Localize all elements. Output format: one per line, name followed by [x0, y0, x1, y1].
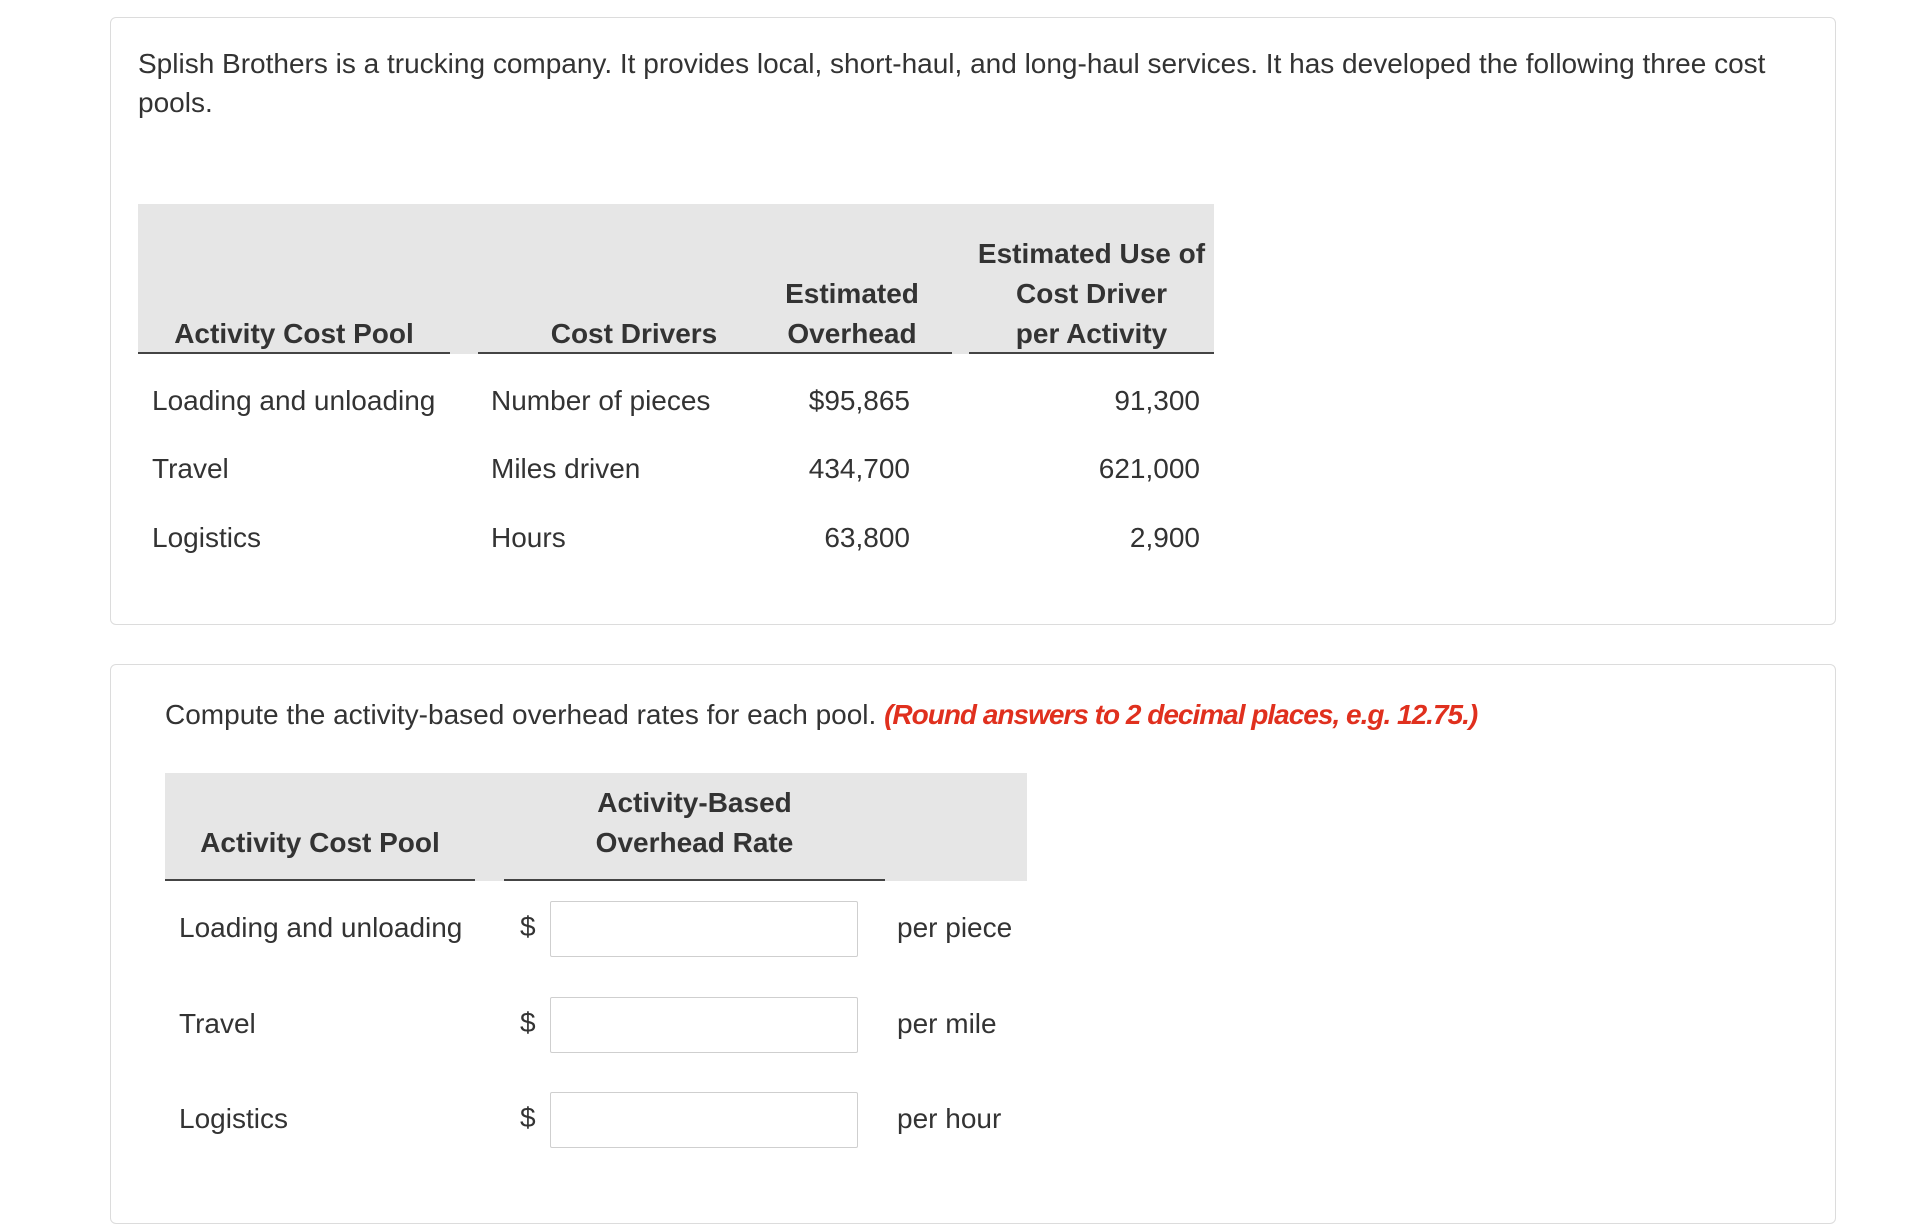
dollar-sign: $: [520, 911, 536, 942]
header-rate-line1: Activity-Based: [597, 787, 792, 818]
rounding-instruction: (Round answers to 2 decimal places, e.g. 12.75.): [884, 699, 1478, 730]
unit-label: per mile: [897, 1008, 997, 1039]
unit-label: per hour: [897, 1103, 1002, 1134]
row-driver-use: 2,900: [1129, 522, 1200, 553]
row-driver-use: 621,000: [1098, 453, 1200, 484]
header-estimated-overhead-line1: Estimated: [785, 278, 919, 309]
header-rule: [504, 879, 885, 881]
header-activity-cost-pool: Activity Cost Pool: [174, 318, 414, 349]
row-pool: Loading and unloading: [152, 385, 436, 416]
header-rule: [478, 352, 758, 354]
problem-card: [110, 17, 1836, 625]
rate-row-pool: Travel: [179, 1008, 256, 1039]
row-overhead: $95,865: [808, 385, 910, 416]
intro-text: Splish Brothers is a trucking company. It provides local, short-haul, and long-haul services. It has developed the following three cost pools.: [138, 48, 1766, 118]
header-activity-cost-pool: Activity Cost Pool: [200, 827, 440, 858]
header-estimated-use-line2: Cost Driver: [1016, 278, 1167, 309]
dollar-sign: $: [520, 1007, 536, 1038]
header-rule: [969, 352, 1214, 354]
row-pool: Travel: [152, 453, 229, 484]
row-driver-use: 91,300: [1114, 385, 1200, 416]
row-driver: Number of pieces: [491, 385, 711, 416]
question-text: [165, 695, 1477, 735]
row-overhead: 434,700: [808, 453, 910, 484]
rate-row-pool: Logistics: [179, 1103, 288, 1134]
logistics-rate-input[interactable]: [550, 1092, 858, 1148]
rate-row-pool: Loading and unloading: [179, 912, 463, 943]
question-prompt: Compute the activity-based overhead rates for each pool.: [165, 699, 877, 730]
loading-rate-input[interactable]: [550, 901, 858, 957]
header-rule: [756, 352, 952, 354]
header-rule: [138, 352, 450, 354]
header-estimated-overhead-line2: Overhead: [787, 318, 917, 349]
row-pool: Logistics: [152, 522, 261, 553]
header-cost-drivers: Cost Drivers: [550, 318, 718, 349]
header-estimated-use-line1: Estimated Use of: [977, 238, 1206, 269]
row-driver: Hours: [491, 522, 566, 553]
dollar-sign: $: [520, 1102, 536, 1133]
header-estimated-use-line3: per Activity: [1015, 318, 1168, 349]
row-driver: Miles driven: [491, 453, 641, 484]
travel-rate-input[interactable]: [550, 997, 858, 1053]
header-rate-line2: Overhead Rate: [595, 827, 794, 858]
row-overhead: 63,800: [824, 522, 910, 553]
unit-label: per piece: [897, 912, 1013, 943]
header-rule: [165, 879, 475, 881]
answer-card: [110, 664, 1836, 1224]
